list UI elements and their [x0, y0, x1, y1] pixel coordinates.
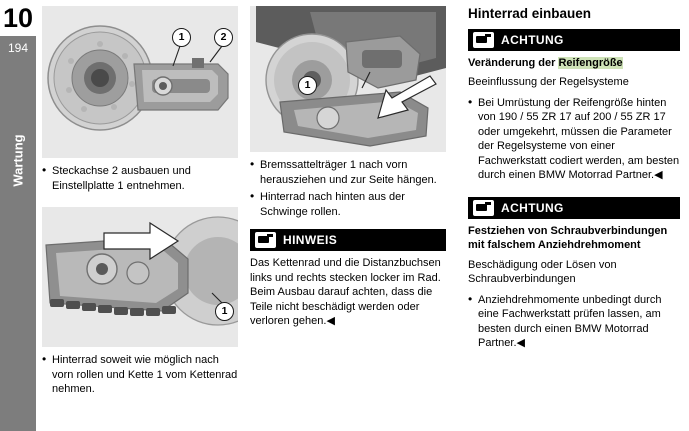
list-item: • Steckachse 2 ausbauen und Einstellplatte 1 entnehmen. [42, 164, 238, 193]
notice-1-bullets [468, 96, 680, 183]
list-item: • Hinterrad nach hinten aus der Schwinge rollen. [250, 190, 446, 219]
notice-label: HINWEIS [283, 233, 338, 248]
callout-1: 1 [215, 302, 234, 321]
page-title: Hinterrad einbauen [468, 6, 592, 21]
notice-2-bullets [468, 293, 680, 351]
column-three [468, 6, 680, 354]
figure-art-axle [42, 6, 238, 158]
notice-subheading: Beschädigung oder Lösen von Schraubverbindungen [468, 258, 617, 286]
hand-pointing-icon [255, 232, 276, 248]
figure-art-chain [42, 207, 238, 347]
hand-pointing-icon [473, 32, 494, 48]
notice-label: ACHTUNG [501, 33, 564, 47]
chain-sprocket-figure [42, 207, 238, 347]
callout-1: 1 [298, 76, 317, 95]
rear-wheel-axle-figure [42, 6, 238, 158]
hand-pointing-icon [473, 200, 494, 216]
notice-heading: Festziehen von Schraubverbindungen mit falschem Anziehdrehmoment [468, 224, 668, 252]
callout-2: 2 [214, 28, 233, 47]
column-one-bullets-2 [42, 353, 238, 397]
notice-subheading: Beeinflussung der Regelsysteme [468, 76, 629, 89]
chapter-name [0, 95, 36, 225]
page-number: 194 [7, 41, 29, 55]
list-item: • Bei Umrüstung der Reifengröße hinten von 190 / 55 ZR 17 auf 200 / 55 ZR 17 oder umgekehrt, müssen die Parameter der Regelsysteme von einer Fachwerkstatt codiert werden, am besten durch einen BMW Motorrad Partner.◀ [468, 96, 680, 183]
notice-heading-pre: Veränderung der [468, 57, 559, 69]
column-two-bullets [250, 158, 446, 219]
notice-heading [468, 56, 680, 70]
brake-caliper-carrier-figure [250, 6, 446, 152]
notice-label: ACHTUNG [501, 200, 564, 215]
callout-1: 1 [172, 28, 191, 47]
chapter-number: 10 [0, 0, 36, 36]
achtung-notice-bar-1 [468, 29, 680, 51]
hinweis-text: Das Kettenrad und die Distanzbuchsen links und rechts stecken locker im Rad. Beim Ausbau darauf achten, dass die Teile nicht beschädigt werden oder verloren gehen.◀ [250, 257, 441, 328]
chapter-tab [0, 0, 36, 431]
hinweis-notice-bar [250, 229, 446, 251]
column-one-bullets [42, 164, 238, 193]
column-two [250, 6, 446, 329]
column-one [42, 6, 238, 400]
list-item: • Anziehdrehmomente unbedingt durch eine Fachwerkstatt prüfen lassen, am besten durch einen BMW Motorrad Partner.◀ [468, 293, 680, 351]
list-item: • Hinterrad soweit wie möglich nach vorn rollen und Kette 1 vom Kettenrad nehmen. [42, 353, 238, 397]
figure-art-caliper [250, 6, 446, 152]
achtung-notice-bar-2 [468, 197, 680, 219]
list-item: • Bremssattelträger 1 nach vorn herausziehen und zur Seite hängen. [250, 158, 446, 187]
chapter-name-label: Wartung [10, 133, 26, 187]
notice-heading-highlight: Reifengröße [558, 57, 623, 69]
